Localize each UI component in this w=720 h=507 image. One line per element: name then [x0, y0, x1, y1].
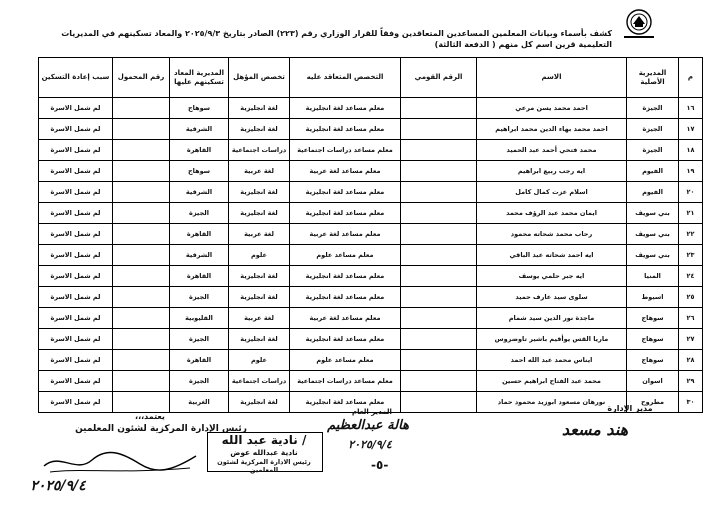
row-name: ماريا القس يوأقيم باشير تاوضروس: [477, 329, 627, 350]
row-national-id: [401, 119, 477, 140]
row-reassigned-directorate: الشرقية: [170, 245, 229, 266]
row-mobile: [113, 203, 170, 224]
row-name: محمد عبد الفتاح ابراهيم حسين: [477, 371, 627, 392]
row-qualification: لغة انجليزية: [229, 182, 290, 203]
row-reason: لم شمل الاسرة: [39, 119, 113, 140]
table-row: [39, 371, 703, 392]
row-specialty: معلم مساعد دراسات اجتماعية: [290, 140, 401, 161]
row-name: سلوى سيد عارف حميد: [477, 287, 627, 308]
row-reason: لم شمل الاسرة: [39, 161, 113, 182]
table-row: [39, 266, 703, 287]
col-directorate: المديرية الأصلية: [627, 58, 679, 98]
row-qualification: دراسات اجتماعية: [229, 140, 290, 161]
row-specialty: معلم مساعد علوم: [290, 350, 401, 371]
row-national-id: [401, 350, 477, 371]
row-specialty: معلم مساعد لغة انجليزية: [290, 287, 401, 308]
row-reassigned-directorate: الجيزة: [170, 371, 229, 392]
page-number: -٥-: [371, 458, 389, 472]
row-qualification: دراسات اجتماعية: [229, 371, 290, 392]
row-reassigned-directorate: سوهاج: [170, 98, 229, 119]
row-reason: لم شمل الاسرة: [39, 245, 113, 266]
row-reason: لم شمل الاسرة: [39, 182, 113, 203]
row-mobile: [113, 266, 170, 287]
reassignment-table: [38, 57, 703, 413]
stamp-name: نادية عبدالله عوض: [230, 448, 298, 457]
row-specialty: معلم مساعد لغة عربية: [290, 224, 401, 245]
row-directorate: مطروح: [627, 392, 679, 413]
row-name: احمد محمد يسن مرعي: [477, 98, 627, 119]
row-index: ٢٠: [679, 182, 703, 203]
row-index: ١٩: [679, 161, 703, 182]
row-reason: لم شمل الاسرة: [39, 140, 113, 161]
row-name: ايه احمد شحاته عبد الباقي: [477, 245, 627, 266]
col-name: الاسم: [477, 58, 627, 98]
row-reason: لم شمل الاسرة: [39, 350, 113, 371]
row-name: ايناس محمد عبد الله احمد: [477, 350, 627, 371]
row-name: نورهان مسعود ابوزيد محمود حماد: [477, 392, 627, 413]
table-row: [39, 119, 703, 140]
row-national-id: [401, 266, 477, 287]
row-directorate: سوهاج: [627, 350, 679, 371]
row-reassigned-directorate: سوهاج: [170, 161, 229, 182]
row-mobile: [113, 98, 170, 119]
row-specialty: معلم مساعد لغة انجليزية: [290, 329, 401, 350]
row-specialty: معلم مساعد لغة عربية: [290, 308, 401, 329]
handwritten-date: ٢٠٢٥/٩/٤: [30, 478, 86, 494]
table-row: [39, 329, 703, 350]
row-reason: لم شمل الاسرة: [39, 203, 113, 224]
row-qualification: لغة انجليزية: [229, 287, 290, 308]
row-mobile: [113, 119, 170, 140]
col-national-id: الرقم القومي: [401, 58, 477, 98]
row-reassigned-directorate: الشرقية: [170, 182, 229, 203]
col-mobile: رقم المحمول: [113, 58, 170, 98]
row-national-id: [401, 329, 477, 350]
row-national-id: [401, 161, 477, 182]
row-directorate: بني سويف: [627, 203, 679, 224]
row-specialty: معلم مساعد دراسات اجتماعية: [290, 371, 401, 392]
table-row: [39, 182, 703, 203]
row-reassigned-directorate: القاهرة: [170, 224, 229, 245]
row-name: ايه رجب ربيع ابراهيم: [477, 161, 627, 182]
row-mobile: [113, 140, 170, 161]
row-mobile: [113, 308, 170, 329]
row-national-id: [401, 245, 477, 266]
row-reason: لم شمل الاسرة: [39, 329, 113, 350]
row-specialty: معلم مساعد لغة انجليزية: [290, 119, 401, 140]
row-name: اسلام عزت كمال كامل: [477, 182, 627, 203]
general-manager-label: المدير العام: [352, 408, 392, 416]
row-index: ٢٣: [679, 245, 703, 266]
row-directorate: سوهاج: [627, 308, 679, 329]
row-index: ٢١: [679, 203, 703, 224]
row-specialty: معلم مساعد لغة انجليزية: [290, 98, 401, 119]
row-mobile: [113, 350, 170, 371]
director-signature: هند مسعد: [561, 420, 629, 439]
row-index: ٢٦: [679, 308, 703, 329]
row-mobile: [113, 245, 170, 266]
row-national-id: [401, 224, 477, 245]
row-name: ايمان محمد عبد الرؤف محمد: [477, 203, 627, 224]
handwritten-scribble-icon: [40, 448, 200, 478]
row-reason: لم شمل الاسرة: [39, 98, 113, 119]
row-directorate: سوهاج: [627, 329, 679, 350]
row-qualification: لغة انجليزية: [229, 98, 290, 119]
row-reason: لم شمل الاسرة: [39, 371, 113, 392]
row-reassigned-directorate: الجيزة: [170, 287, 229, 308]
row-name: محمد فتحي أحمد عبد الحميد: [477, 140, 627, 161]
row-index: ٢٤: [679, 266, 703, 287]
row-mobile: [113, 161, 170, 182]
row-directorate: الجيزة: [627, 140, 679, 161]
row-specialty: معلم مساعد لغة انجليزية: [290, 266, 401, 287]
row-specialty: معلم مساعد لغة انجليزية: [290, 392, 401, 413]
row-reason: لم شمل الاسرة: [39, 392, 113, 413]
row-qualification: لغة انجليزية: [229, 392, 290, 413]
row-qualification: لغة عربية: [229, 161, 290, 182]
row-qualification: علوم: [229, 350, 290, 371]
col-index: م: [679, 58, 703, 98]
table-header-row: [39, 58, 703, 98]
table-row: [39, 140, 703, 161]
ministry-emblem-icon: [618, 8, 660, 42]
row-qualification: لغة انجليزية: [229, 329, 290, 350]
row-national-id: [401, 308, 477, 329]
row-directorate: بني سويف: [627, 224, 679, 245]
row-index: ١٦: [679, 98, 703, 119]
approve-note: يعتمد،،،: [135, 412, 165, 421]
row-reason: لم شمل الاسرة: [39, 308, 113, 329]
row-reassigned-directorate: القليوبية: [170, 308, 229, 329]
row-national-id: [401, 287, 477, 308]
row-reason: لم شمل الاسرة: [39, 266, 113, 287]
row-reason: لم شمل الاسرة: [39, 224, 113, 245]
table-row: [39, 224, 703, 245]
row-reassigned-directorate: الجيزة: [170, 203, 229, 224]
table-row: [39, 98, 703, 119]
row-qualification: لغة انجليزية: [229, 119, 290, 140]
table-row: [39, 161, 703, 182]
row-index: ٢٢: [679, 224, 703, 245]
table-row: [39, 245, 703, 266]
row-national-id: [401, 182, 477, 203]
row-directorate: الفيوم: [627, 161, 679, 182]
row-index: ١٨: [679, 140, 703, 161]
row-index: ٢٧: [679, 329, 703, 350]
document-title: كشف بأسماء وبيانات المعلمين المساعدين المتعاقدين وفقاً للقرار الوزاري رقم (٢٢٣) الصادر بتاريخ ٢٠٢٥/٩/٣ والمعاد تسكينهم في المديريات التعليمية قرين اسم كل منهم ( الدفعة الثالثة): [61, 29, 612, 49]
row-reassigned-directorate: الغربية: [170, 392, 229, 413]
director-label: مدير الإدارة: [607, 404, 653, 413]
col-reason: سبب إعادة التسكين: [39, 58, 113, 98]
row-mobile: [113, 392, 170, 413]
row-qualification: لغة عربية: [229, 224, 290, 245]
row-national-id: [401, 98, 477, 119]
table-row: [39, 308, 703, 329]
row-qualification: لغة انجليزية: [229, 203, 290, 224]
row-index: ٢٩: [679, 371, 703, 392]
head-title: رئيس الإدارة المركزية لشئون المعلمين: [75, 424, 247, 434]
row-qualification: لغة انجليزية: [229, 266, 290, 287]
row-mobile: [113, 287, 170, 308]
row-mobile: [113, 329, 170, 350]
row-directorate: المنيا: [627, 266, 679, 287]
row-reassigned-directorate: القاهرة: [170, 266, 229, 287]
row-directorate: اسيوط: [627, 287, 679, 308]
row-specialty: معلم مساعد لغة انجليزية: [290, 182, 401, 203]
row-reason: لم شمل الاسرة: [39, 287, 113, 308]
row-reassigned-directorate: الشرقية: [170, 119, 229, 140]
row-specialty: معلم مساعد علوم: [290, 245, 401, 266]
row-mobile: [113, 371, 170, 392]
row-index: ٢٥: [679, 287, 703, 308]
row-name: ايه جبر حلمي يوسف: [477, 266, 627, 287]
stamp-title: رئيس الادارة المركزية لشئون المعلمين: [217, 458, 311, 474]
row-name: احمد محمد بهاء الدين محمد ابراهيم: [477, 119, 627, 140]
row-reassigned-directorate: القاهرة: [170, 140, 229, 161]
table-row: [39, 203, 703, 224]
row-reassigned-directorate: الجيزة: [170, 329, 229, 350]
row-name: رحاب محمد شحاته محمود: [477, 224, 627, 245]
row-national-id: [401, 203, 477, 224]
general-manager-signature: هالة عبدالعظيم: [327, 418, 409, 433]
col-reassigned-directorate: المديرية المعاد تسكينهم عليها: [170, 58, 229, 98]
row-national-id: [401, 371, 477, 392]
general-manager-date: ٢٠٢٥/٩/٤: [348, 438, 392, 451]
col-qualification: تخصص المؤهل: [229, 58, 290, 98]
row-directorate: بني سويف: [627, 245, 679, 266]
stamp-heading: / نادية عبد الله: [221, 433, 307, 447]
row-mobile: [113, 182, 170, 203]
table-row: [39, 287, 703, 308]
row-name: ماجدة نور الدين سيد شمام: [477, 308, 627, 329]
row-directorate: الجيزة: [627, 119, 679, 140]
row-index: ٢٨: [679, 350, 703, 371]
row-specialty: معلم مساعد لغة عربية: [290, 161, 401, 182]
row-qualification: لغة عربية: [229, 308, 290, 329]
row-reassigned-directorate: القاهرة: [170, 350, 229, 371]
table-row: [39, 350, 703, 371]
col-specialty: التخصص المتعاقد عليه: [290, 58, 401, 98]
row-national-id: [401, 140, 477, 161]
row-mobile: [113, 224, 170, 245]
row-index: ١٧: [679, 119, 703, 140]
row-directorate: اسوان: [627, 371, 679, 392]
row-qualification: علوم: [229, 245, 290, 266]
row-directorate: الجيزة: [627, 98, 679, 119]
row-index: ٣٠: [679, 392, 703, 413]
row-specialty: معلم مساعد لغة انجليزية: [290, 203, 401, 224]
row-directorate: الفيوم: [627, 182, 679, 203]
